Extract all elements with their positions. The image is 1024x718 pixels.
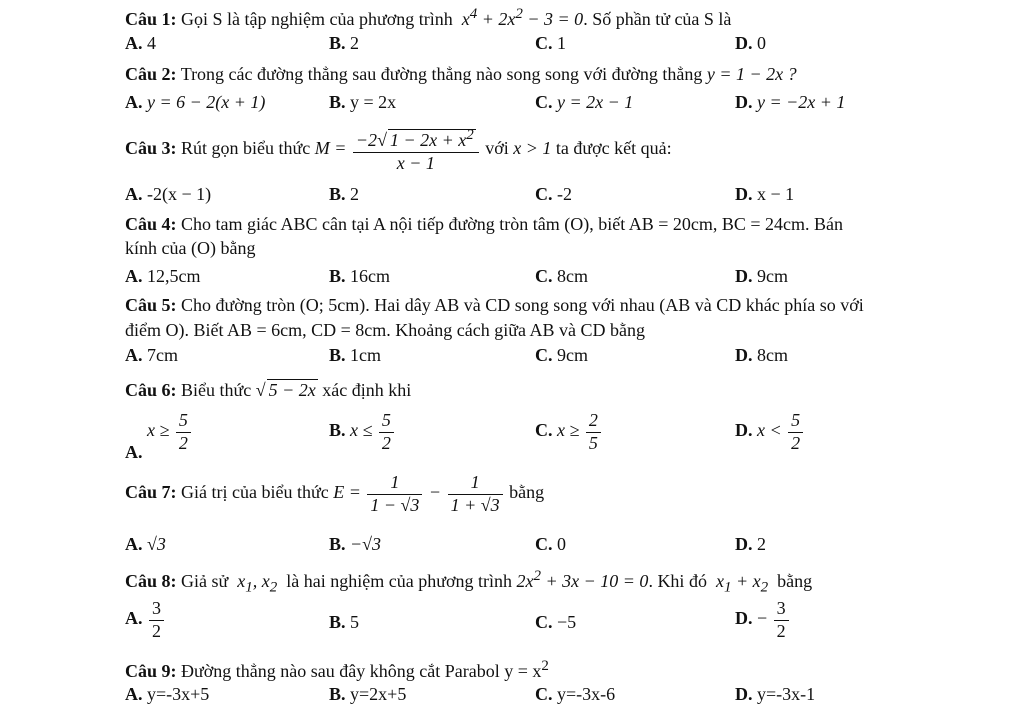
option-c[interactable]: C. −5 [535,612,577,632]
question-8 [125,568,812,597]
option-d[interactable]: D. x < $\frac{5}{2}$ [735,410,805,454]
question-label: Câu 8: [125,571,177,591]
question-label: Câu 3: [125,138,177,159]
option-c[interactable]: C. x ≥ $\frac{2}{5}$ [535,410,603,454]
question-7 [125,472,544,516]
expression-e: E = $\frac{1}{1 - √3}$ − $\frac{1}{1 + √3}$ [333,482,509,502]
equation: $2x^2 + 3x - 10 = 0$ [516,568,649,591]
option-c[interactable]: C. y=-3x-6 [535,684,616,704]
question-text: Trong các đường thẳng sau đường thẳng nào song song với đường thẳng [180,64,703,84]
option-d[interactable]: D. y = −2x + 1 [735,92,846,112]
option-b[interactable]: B. −√3 [329,534,382,554]
option-d[interactable]: D. 0 [735,33,766,53]
question-6 [125,380,411,401]
question-text: Đường thẳng nào sau đây không cắt Parabol [181,661,500,681]
option-a[interactable]: A. 7cm [125,345,178,365]
option-b[interactable]: B. 2 [329,33,360,53]
question-label: Câu 2: [125,64,177,84]
question-text: . Khi đó [648,571,707,591]
option-c[interactable]: C. -2 [535,184,572,204]
question-text: Giá trị của biểu thức [181,482,329,503]
option-a[interactable]: A. -2(x − 1) [125,184,212,204]
option-a[interactable]: A. 4 [125,33,156,53]
roots: $x_1$, $x_2$ [232,571,278,596]
condition: x > 1 [513,138,552,159]
option-d[interactable]: D. 8cm [735,345,788,365]
question-text: ta được kết quả: [555,138,672,159]
option-b[interactable]: B. y = 2x [329,92,397,112]
question-5 [125,295,864,316]
question-text: Rút gọn biểu thức [181,138,311,159]
option-a[interactable]: A. √3 [125,534,166,554]
question-text: kính của (O) bằng [125,238,256,258]
question-text: điểm O). Biết AB = 6cm, CD = 8cm. Khoảng cách giữa AB và CD bằng [125,320,645,340]
question-label: Câu 5: [125,295,177,315]
expression-m: M = $\frac{-2√ 1 - 2x + x^2}{x - 1}$ [315,138,485,158]
option-c[interactable]: C. 1 [535,33,566,53]
option-a[interactable]: A. y = 6 − 2(x + 1) [125,92,266,112]
question-label: Câu 9: [125,661,177,681]
option-d[interactable]: D. y=-3x-1 [735,684,816,704]
question-text: bằng [509,482,545,503]
question-9: Câu 9: Đường thẳng nào sau đây không cắt Parabol $y = x^2$ [125,658,549,681]
option-b[interactable]: B. 2 [329,184,360,204]
option-a[interactable]: A. $\frac{3}{2}$ [125,598,166,642]
equation: $x^4 + 2x^2 - 3 = 0$ [457,6,584,29]
option-a[interactable]: A. x ≥ $\frac{5}{2}$ [125,410,193,454]
option-b[interactable]: B. x ≤ $\frac{5}{2}$ [329,410,396,454]
question-text: Biểu thức [181,380,252,400]
question-4 [125,214,843,235]
option-d[interactable]: D. x − 1 [735,184,795,204]
option-c[interactable]: C. 0 [535,534,566,554]
option-d[interactable]: D. 2 [735,534,766,554]
question-text: là hai nghiệm của phương trình [286,571,512,591]
sqrt-expression: √ 5 − 2x [255,380,316,400]
option-c[interactable]: C. 8cm [535,266,588,286]
option-d[interactable]: D. 9cm [735,266,788,286]
equation: y = 1 − 2x ? [706,64,797,84]
question-label: Câu 1: [125,9,177,29]
question-text: Cho đường tròn (O; 5cm). Hai dây AB và CD song song với nhau (AB và CD khác phía so với [181,295,864,315]
question-2 [125,64,797,85]
option-a[interactable]: A. y=-3x+5 [125,684,210,704]
option-b[interactable]: B. 16cm [329,266,391,286]
option-c[interactable]: C. 9cm [535,345,588,365]
question-text: với [485,138,509,159]
option-b[interactable]: B. 1cm [329,345,382,365]
question-text: Gọi S là tập nghiệm của phương trình [181,9,453,29]
question-label: Câu 4: [125,214,177,234]
question-text: Cho tam giác ABC cân tại A nội tiếp đường tròn tâm (O), biết AB = 20cm, BC = 24cm. Bán [181,214,844,234]
question-4-line2 [125,238,255,259]
equation: y = x [504,661,542,681]
sum-roots: $x_1 + x_2$ [711,571,769,596]
question-5-line2 [125,320,645,341]
question-text: bằng [777,571,813,591]
option-c[interactable]: C. y = 2x − 1 [535,92,634,112]
question-label: Câu 6: [125,380,177,400]
question-text: . Số phần tử của S là [583,9,732,29]
question-3 [125,126,672,174]
option-b[interactable]: B. y=2x+5 [329,684,407,704]
question-label: Câu 7: [125,482,177,503]
option-d[interactable]: D. − $\frac{3}{2}$ [735,598,791,642]
question-1 [125,6,731,30]
option-b[interactable]: B. 5 [329,612,360,632]
option-a[interactable]: A. 12,5cm [125,266,201,286]
question-text: xác định khi [322,380,412,400]
question-text: Giả sử [181,571,229,591]
